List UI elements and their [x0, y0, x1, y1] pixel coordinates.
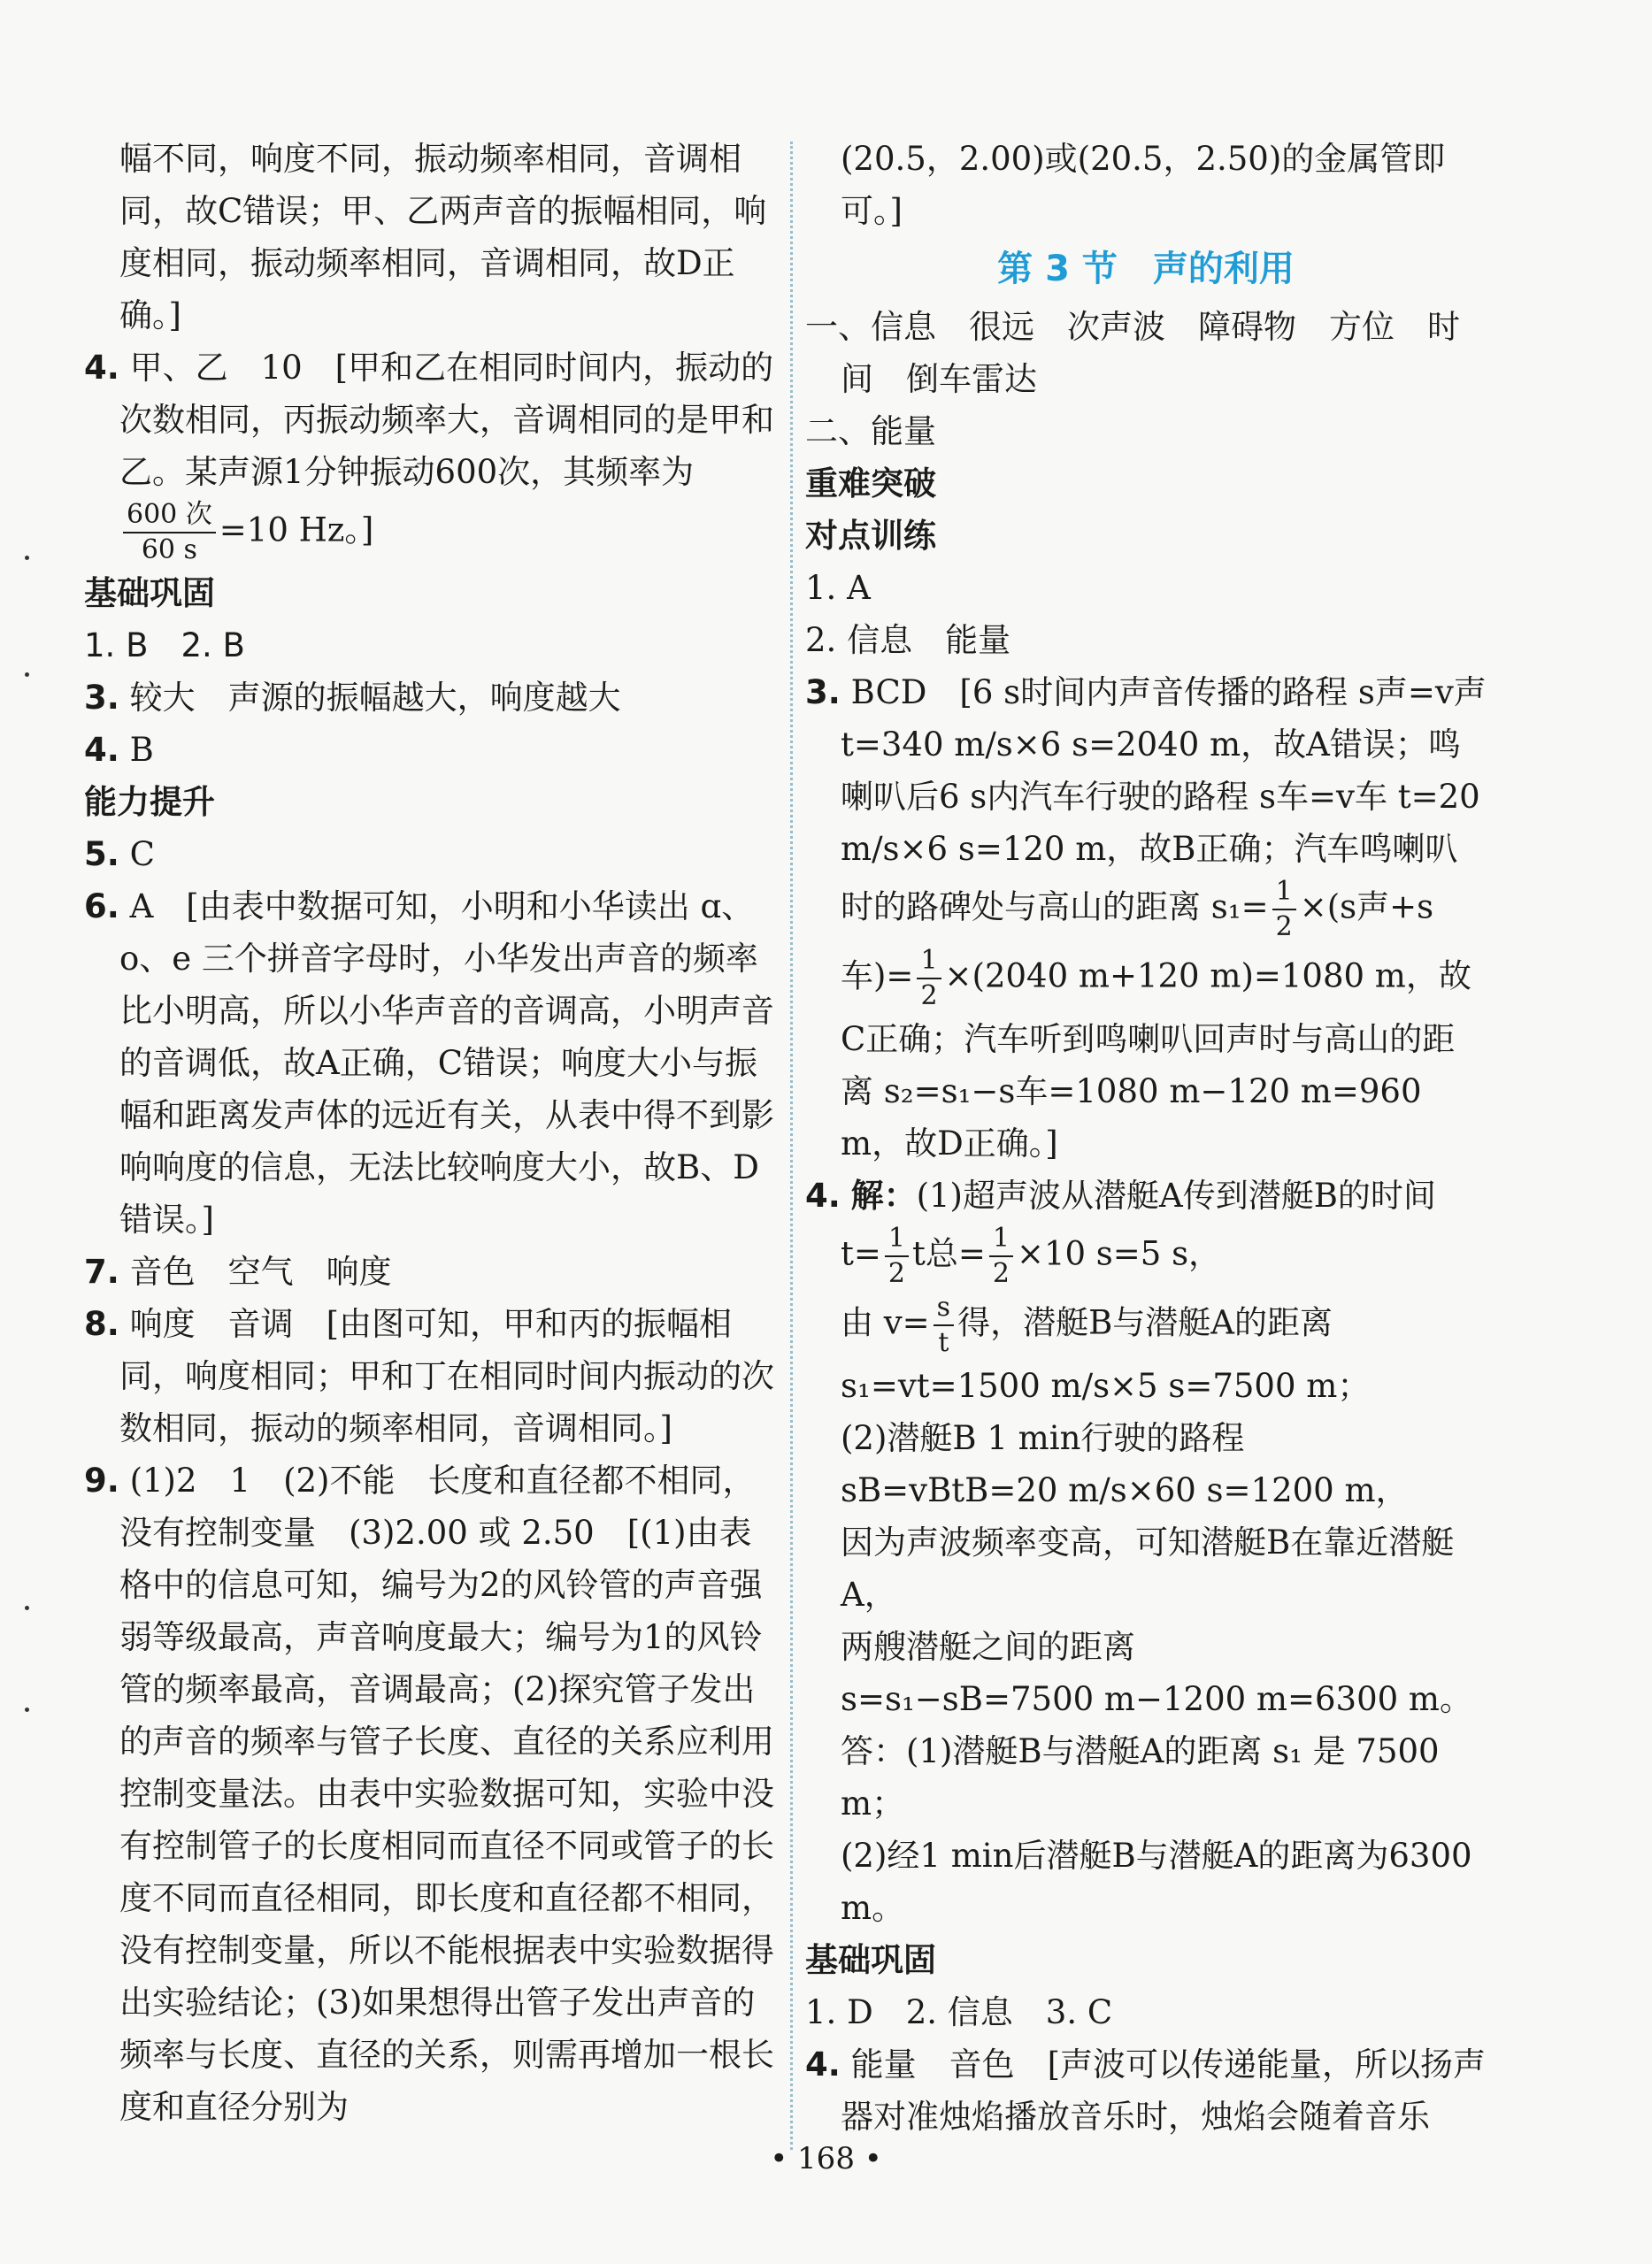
- solution-line: 两艘潜艇之间的距离: [841, 1628, 1135, 1666]
- answer-text: 音色 空气 响度: [129, 1253, 392, 1291]
- answer-text: 能量 音色 [声波可以传递能量，所以扬声器对准烛焰播放音乐时，烛焰会随着音乐: [841, 2045, 1487, 2136]
- solution-label: 解：: [850, 1177, 917, 1215]
- solution-line: [805, 1291, 1487, 1360]
- fraction: [989, 1222, 1013, 1291]
- right-column: [805, 133, 1487, 2143]
- answer-5: [84, 828, 774, 880]
- column-divider: [790, 142, 793, 2150]
- answer-number: 4.: [805, 2045, 841, 2084]
- fraction-numerator: 1: [917, 944, 941, 979]
- continued-answer: 幅不同，响度不同，振动频率相同，音调相同，故C错误；甲、乙两声音的振幅相同，响度相同，振动频率相同，音调相同，故D正确。]: [119, 140, 767, 334]
- answer-part-1: 一、信息 很远 次声波 障碍物 方位 时间 倒车雷达: [805, 308, 1460, 398]
- section-heading: 基础巩固: [805, 1941, 936, 1979]
- answer-3: [805, 666, 1487, 1170]
- fraction: [885, 1222, 909, 1291]
- solution-line: s₁=vt=1500 m/s×5 s=7500 m；: [841, 1367, 1371, 1405]
- fraction: [917, 944, 941, 1013]
- answer-text: ×(s声+s车)=: [841, 887, 1434, 995]
- continued-answer: (20.5，2.00)或(20.5，2.50)的金属管即可。]: [841, 140, 1446, 230]
- answer-number: 7.: [84, 1253, 119, 1291]
- solution-answer: (2)经1 min后潜艇B与潜艇A的距离为6300 m。: [841, 1837, 1472, 1927]
- solution-line: (2)潜艇B 1 min行驶的路程: [841, 1419, 1245, 1457]
- answer-4c: [805, 2038, 1487, 2143]
- solution-line: [805, 1222, 1487, 1291]
- answer-number: 3.: [84, 679, 119, 717]
- answer-6: [84, 880, 774, 1246]
- solution-answer: 答：(1)潜艇B与潜艇A的距离 s₁ 是 7500 m；: [841, 1732, 1440, 1823]
- fraction-denominator: 2: [920, 980, 938, 1011]
- answer-text: 较大 声源的振幅越大，响度越大: [129, 679, 621, 717]
- fraction: [1272, 875, 1296, 944]
- solution-line: 因为声波频率变高，可知潜艇B在靠近潜艇A，: [841, 1523, 1455, 1614]
- fraction-numerator: s: [934, 1291, 954, 1326]
- answer-7: [84, 1246, 774, 1298]
- answer-text: (1)超声波从潜艇A传到潜艇B的时间: [916, 1177, 1436, 1215]
- section-subheading: 对点训练: [805, 517, 936, 555]
- margin-dot: [25, 1606, 29, 1610]
- answer-number: 8.: [84, 1305, 119, 1343]
- answer-3: [84, 672, 774, 724]
- answer-line: 1. A: [805, 569, 871, 607]
- answer-text: B: [129, 731, 154, 769]
- fraction: [123, 498, 216, 567]
- answer-part-2: 二、能量: [805, 412, 936, 450]
- margin-dot: [25, 672, 29, 677]
- page-number: • 168 •: [770, 2141, 882, 2176]
- fraction-denominator: 2: [1275, 911, 1293, 942]
- fraction-denominator: 2: [992, 1258, 1010, 1289]
- answer-text: A [由表中数据可知，小明和小华读出 ɑ、o、e 三个拼音字母时，小华发出声音的频率比小明高，所以小华声音的音调高，小明声音的音调低，故A正确，C错误；响度大小与振幅和距离发声体的远近有关，从表中得不到影响响度的信息，无法比较响度大小，故B、D错误。]: [119, 887, 774, 1239]
- answer-text: C: [129, 835, 155, 873]
- fraction-denominator: 2: [887, 1258, 905, 1289]
- margin-dot: [25, 556, 29, 560]
- solution-text: t=: [841, 1234, 881, 1273]
- solution-text: 得，潜艇B与潜艇A的距离: [957, 1303, 1333, 1342]
- answer-line: 2. 信息 能量: [805, 621, 1011, 659]
- section-heading: 能力提升: [84, 783, 215, 821]
- answer-number: 6.: [84, 887, 119, 925]
- answer-text: 甲、乙 10 [甲和乙在相同时间内，振动的次数相同，丙振动频率大，音调相同的是甲和乙。某声源1分钟振动600次，其频率为: [119, 349, 774, 491]
- section-title: 第 3 节 声的利用: [997, 249, 1295, 289]
- answer-number: 9.: [84, 1462, 119, 1500]
- section-heading: 重难突破: [805, 464, 936, 503]
- fraction: [934, 1291, 954, 1360]
- fraction-numerator: 600 次: [123, 498, 216, 533]
- answer-number: 4.: [84, 349, 119, 387]
- solution-text: ×10 s=5 s，: [1016, 1234, 1222, 1273]
- fraction-denominator: 60 s: [141, 534, 197, 565]
- answer-4: [84, 342, 774, 567]
- left-column: [84, 133, 774, 2133]
- answer-9: [84, 1454, 774, 2133]
- answer-4: [805, 1170, 1487, 1222]
- fraction-numerator: 1: [989, 1222, 1013, 1257]
- answer-text: ×(2040 m+120 m)=1080 m，故C正确；汽车听到鸣喇叭回声时与高山的距离 s₂=s₁−s车=1080 m−120 m=960 m，故D正确。]: [841, 956, 1471, 1163]
- margin-dot: [25, 1708, 29, 1712]
- fraction-numerator: 1: [885, 1222, 909, 1257]
- fraction-numerator: 1: [1272, 875, 1296, 910]
- answer-text: 响度 音调 [由图可知，甲和丙的振幅相同，响度相同；甲和丁在相同时间内振动的次数相同，振动的频率相同，音调相同。]: [119, 1305, 774, 1447]
- answer-8: [84, 1298, 774, 1454]
- answer-4b: [84, 724, 774, 776]
- answer-number: 3.: [805, 673, 841, 711]
- answer-number: 5.: [84, 835, 119, 873]
- answer-number: 4.: [805, 1177, 841, 1215]
- answer-line: 1. B 2. B: [84, 626, 245, 664]
- solution-text: 由 v=: [841, 1303, 930, 1342]
- section-heading: 基础巩固: [84, 574, 215, 612]
- solution-text: t总=: [911, 1234, 986, 1273]
- answer-line: 1. D 2. 信息 3. C: [805, 1993, 1113, 2031]
- answer-number: 4.: [84, 731, 119, 769]
- solution-line: sB=vBtB=20 m/s×60 s=1200 m，: [841, 1471, 1409, 1509]
- answer-text: BCD [6 s时间内声音传播的路程 s声=v声 t=340 m/s×6 s=2040 m，故A错误；鸣喇叭后6 s内汽车行驶的路程 s车=v车 t=20 m/s×6 s=120 m，故B正确；汽车鸣喇叭时的路碑处与高山的距离 s₁=: [841, 673, 1487, 926]
- answer-text: (1)2 1 (2)不能 长度和直径都不相同，没有控制变量 (3)2.00 或 2.50 [(1)由表格中的信息可知，编号为2的风铃管的声音强弱等级最高，声音响度最大；编号为1的风铃管的频率最高，音调最高；(2)探究管子发出的声音的频率与管子长度、直径的关系应利用控制变量法。由表中实验数据可知，实验中没有控制管子的长度相同而直径不同或管子的长度不同而直径相同，即长度和直径都不相同，没有控制变量，所以不能根据表中实验数据得出实验结论；(3)如果想得出管子发出声音的频率与长度、直径的关系，则需再增加一根长度和直径分别为: [119, 1462, 774, 2126]
- answer-text-tail: =10 Hz。]: [219, 510, 374, 549]
- solution-line: s=s₁−sB=7500 m−1200 m=6300 m。: [841, 1680, 1473, 1718]
- fraction-denominator: t: [938, 1327, 949, 1358]
